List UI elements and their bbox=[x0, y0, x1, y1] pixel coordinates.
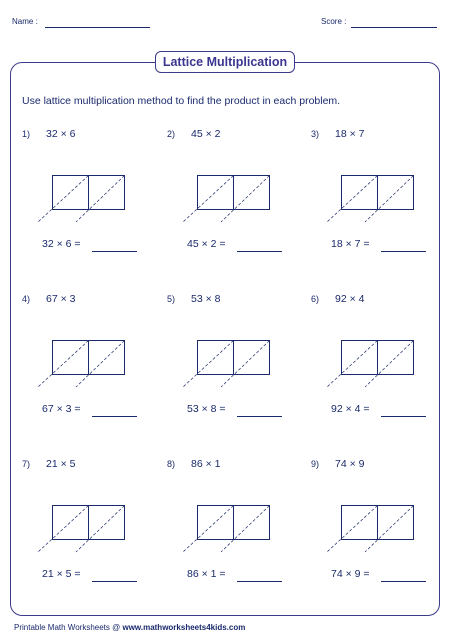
lattice-grid[interactable] bbox=[32, 330, 132, 390]
lattice-diagonal-right bbox=[76, 341, 125, 388]
problem-2 bbox=[167, 129, 307, 279]
problem-number: 9) bbox=[311, 459, 320, 469]
problem-expression: 67 × 3 bbox=[46, 293, 76, 305]
answer-blank[interactable] bbox=[237, 416, 282, 417]
answer-prompt: 18 × 7 = bbox=[331, 238, 370, 250]
lattice-grid[interactable] bbox=[32, 495, 132, 555]
problem-6 bbox=[311, 294, 451, 444]
lattice-diagonal-right bbox=[221, 506, 270, 553]
problem-number: 8) bbox=[167, 459, 176, 469]
lattice-diagonal-right bbox=[221, 176, 270, 223]
answer-prompt: 67 × 3 = bbox=[42, 403, 81, 415]
lattice-grid[interactable] bbox=[32, 165, 132, 225]
lattice-grid[interactable] bbox=[321, 495, 421, 555]
lattice-diagonal-left bbox=[327, 506, 378, 553]
answer-prompt: 86 × 1 = bbox=[187, 568, 226, 580]
problem-number: 7) bbox=[22, 459, 31, 469]
lattice-diagonal-right bbox=[365, 341, 414, 388]
answer-prompt: 53 × 8 = bbox=[187, 403, 226, 415]
answer-blank[interactable] bbox=[92, 581, 137, 582]
problem-8 bbox=[167, 459, 307, 609]
answer-blank[interactable] bbox=[381, 251, 426, 252]
footer-prefix: Printable Math Worksheets @ bbox=[14, 623, 121, 632]
answer-blank[interactable] bbox=[381, 416, 426, 417]
problem-expression: 45 × 2 bbox=[191, 128, 221, 140]
lattice-diagonal-left bbox=[38, 176, 89, 223]
answer-prompt: 32 × 6 = bbox=[42, 238, 81, 250]
problem-4 bbox=[22, 294, 162, 444]
score-label: Score : bbox=[321, 17, 347, 26]
lattice-diagonal-left bbox=[38, 506, 89, 553]
answer-prompt: 92 × 4 = bbox=[331, 403, 370, 415]
problem-7 bbox=[22, 459, 162, 609]
problem-1 bbox=[22, 129, 162, 279]
lattice-diagonal-right bbox=[76, 176, 125, 223]
worksheet-title: Lattice Multiplication bbox=[155, 51, 295, 73]
problem-number: 6) bbox=[311, 294, 320, 304]
problem-expression: 86 × 1 bbox=[191, 458, 221, 470]
answer-blank[interactable] bbox=[237, 251, 282, 252]
problem-3 bbox=[311, 129, 451, 279]
problem-number: 5) bbox=[167, 294, 176, 304]
lattice-grid[interactable] bbox=[177, 495, 277, 555]
answer-blank[interactable] bbox=[381, 581, 426, 582]
score-field[interactable] bbox=[351, 27, 437, 28]
problem-number: 4) bbox=[22, 294, 31, 304]
lattice-diagonal-right bbox=[365, 506, 414, 553]
lattice-diagonal-right bbox=[76, 506, 125, 553]
answer-prompt: 74 × 9 = bbox=[331, 568, 370, 580]
lattice-diagonal-left bbox=[327, 341, 378, 388]
lattice-grid[interactable] bbox=[321, 165, 421, 225]
lattice-grid[interactable] bbox=[177, 330, 277, 390]
name-label: Name : bbox=[12, 17, 38, 26]
name-field[interactable] bbox=[45, 27, 150, 28]
footer bbox=[14, 623, 245, 632]
lattice-diagonal-right bbox=[365, 176, 414, 223]
problem-9 bbox=[311, 459, 451, 609]
problem-number: 3) bbox=[311, 129, 320, 139]
lattice-grid[interactable] bbox=[321, 330, 421, 390]
problem-expression: 32 × 6 bbox=[46, 128, 76, 140]
lattice-diagonal-left bbox=[183, 176, 234, 223]
answer-blank[interactable] bbox=[92, 251, 137, 252]
lattice-grid[interactable] bbox=[177, 165, 277, 225]
problem-5 bbox=[167, 294, 307, 444]
lattice-diagonal-left bbox=[183, 506, 234, 553]
problem-number: 2) bbox=[167, 129, 176, 139]
problem-number: 1) bbox=[22, 129, 31, 139]
answer-blank[interactable] bbox=[237, 581, 282, 582]
answer-prompt: 45 × 2 = bbox=[187, 238, 226, 250]
lattice-diagonal-right bbox=[221, 341, 270, 388]
instructions: Use lattice multiplication method to find the product in each problem. bbox=[22, 95, 341, 107]
lattice-diagonal-left bbox=[38, 341, 89, 388]
footer-site: www.mathworksheets4kids.com bbox=[122, 623, 246, 632]
lattice-diagonal-left bbox=[183, 341, 234, 388]
problem-expression: 74 × 9 bbox=[335, 458, 365, 470]
problem-expression: 92 × 4 bbox=[335, 293, 365, 305]
problem-expression: 21 × 5 bbox=[46, 458, 76, 470]
answer-blank[interactable] bbox=[92, 416, 137, 417]
lattice-diagonal-left bbox=[327, 176, 378, 223]
problem-expression: 18 × 7 bbox=[335, 128, 365, 140]
answer-prompt: 21 × 5 = bbox=[42, 568, 81, 580]
problem-expression: 53 × 8 bbox=[191, 293, 221, 305]
